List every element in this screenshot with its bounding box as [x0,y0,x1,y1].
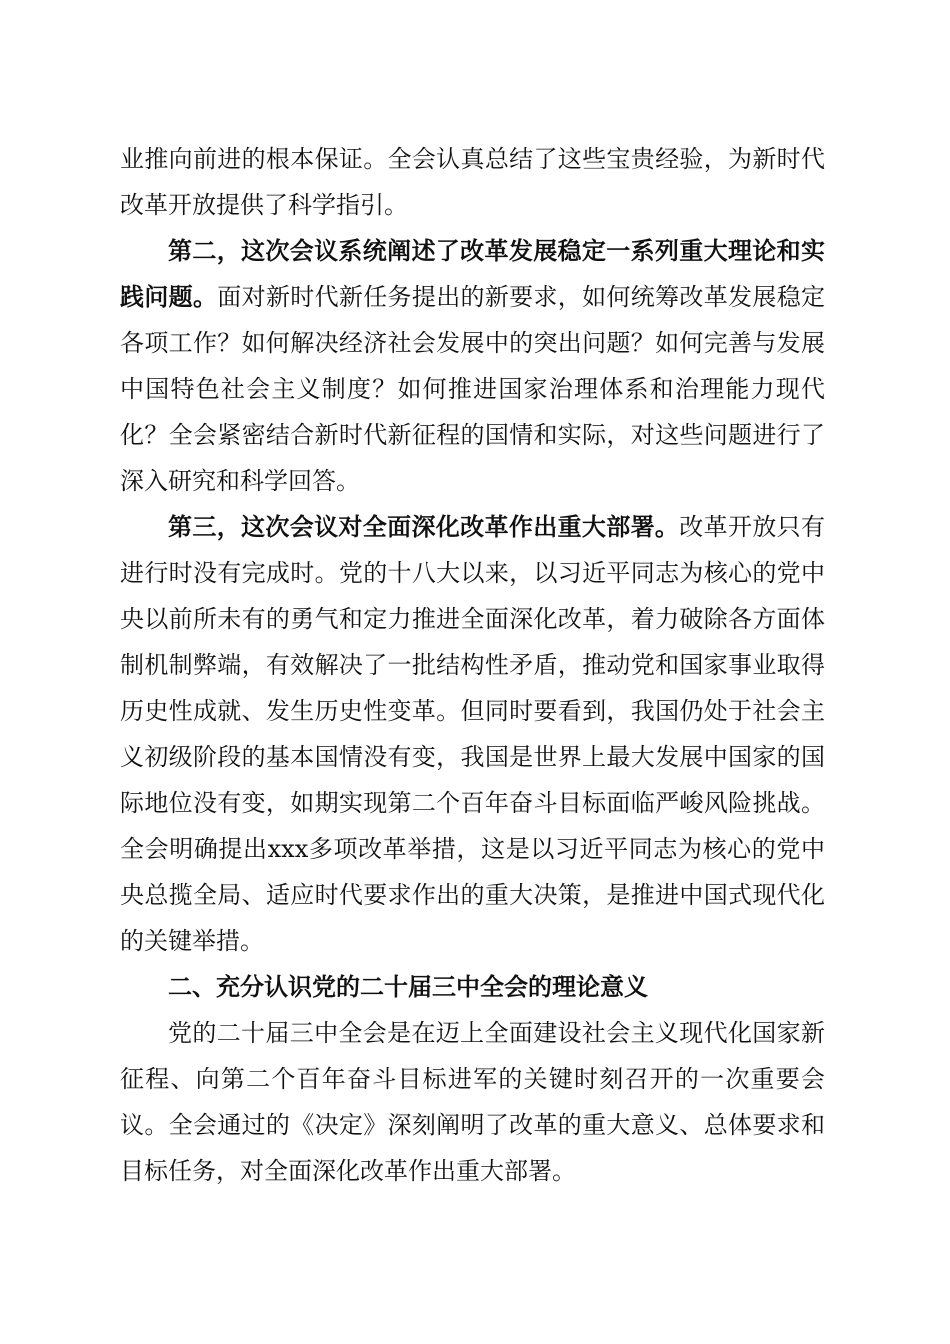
paragraph-lead-sentence: 第二，这次会议系统阐述了改革发展稳定一系列重大理论和实践问题。 [120,237,825,311]
paragraph-continuation [120,136,825,228]
paragraph-lead-sentence: 第三，这次会议对全面深化改革作出重大部署。 [168,513,680,541]
paragraph-text: 业推向前进的根本保证。全会认真总结了这些宝贵经验，为新时代改革开放提供了科学指引。 [120,145,825,219]
document-body [120,136,825,1194]
paragraph-section-intro [120,1010,825,1194]
paragraph-text: 改革开放只有进行时没有完成时。党的十八大以来，以习近平同志为核心的党中央以前所未有的勇气和定力推进全面深化改革，着力破除各方面体制机制弊端，有效解决了一批结构性矛盾，推动党和国家事业取得历史性成就、发生历史性变革。但同时要看到，我国仍处于社会主义初级阶段的基本国情没有变，我国是世界上最大发展中国家的国际地位没有变，如期实现第二个百年奋斗目标面临严峻风险挑战。全会明确提出xxx多项改革举措，这是以习近平同志为核心的党中央总揽全局、适应时代要求作出的重大决策，是推进中国式现代化的关键举措。 [120,513,826,955]
paragraph-second-point [120,228,825,504]
section-heading: 二、充分认识党的二十届三中全会的理论意义 [168,973,648,1001]
paragraph-third-point [120,504,825,964]
paragraph-text: 面对新时代新任务提出的新要求，如何统筹改革发展稳定各项工作？如何解决经济社会发展中的突出问题？如何完善与发展中国特色社会主义制度？如何推进国家治理体系和治理能力现代化？全会紧密结合新时代新征程的国情和实际，对这些问题进行了深入研究和科学回答。 [120,283,826,495]
paragraph-text: 党的二十届三中全会是在迈上全面建设社会主义现代化国家新征程、向第二个百年奋斗目标进军的关键时刻召开的一次重要会议。全会通过的《决定》深刻阐明了改革的重大意义、总体要求和目标任务，对全面深化改革作出重大部署。 [120,1019,825,1185]
